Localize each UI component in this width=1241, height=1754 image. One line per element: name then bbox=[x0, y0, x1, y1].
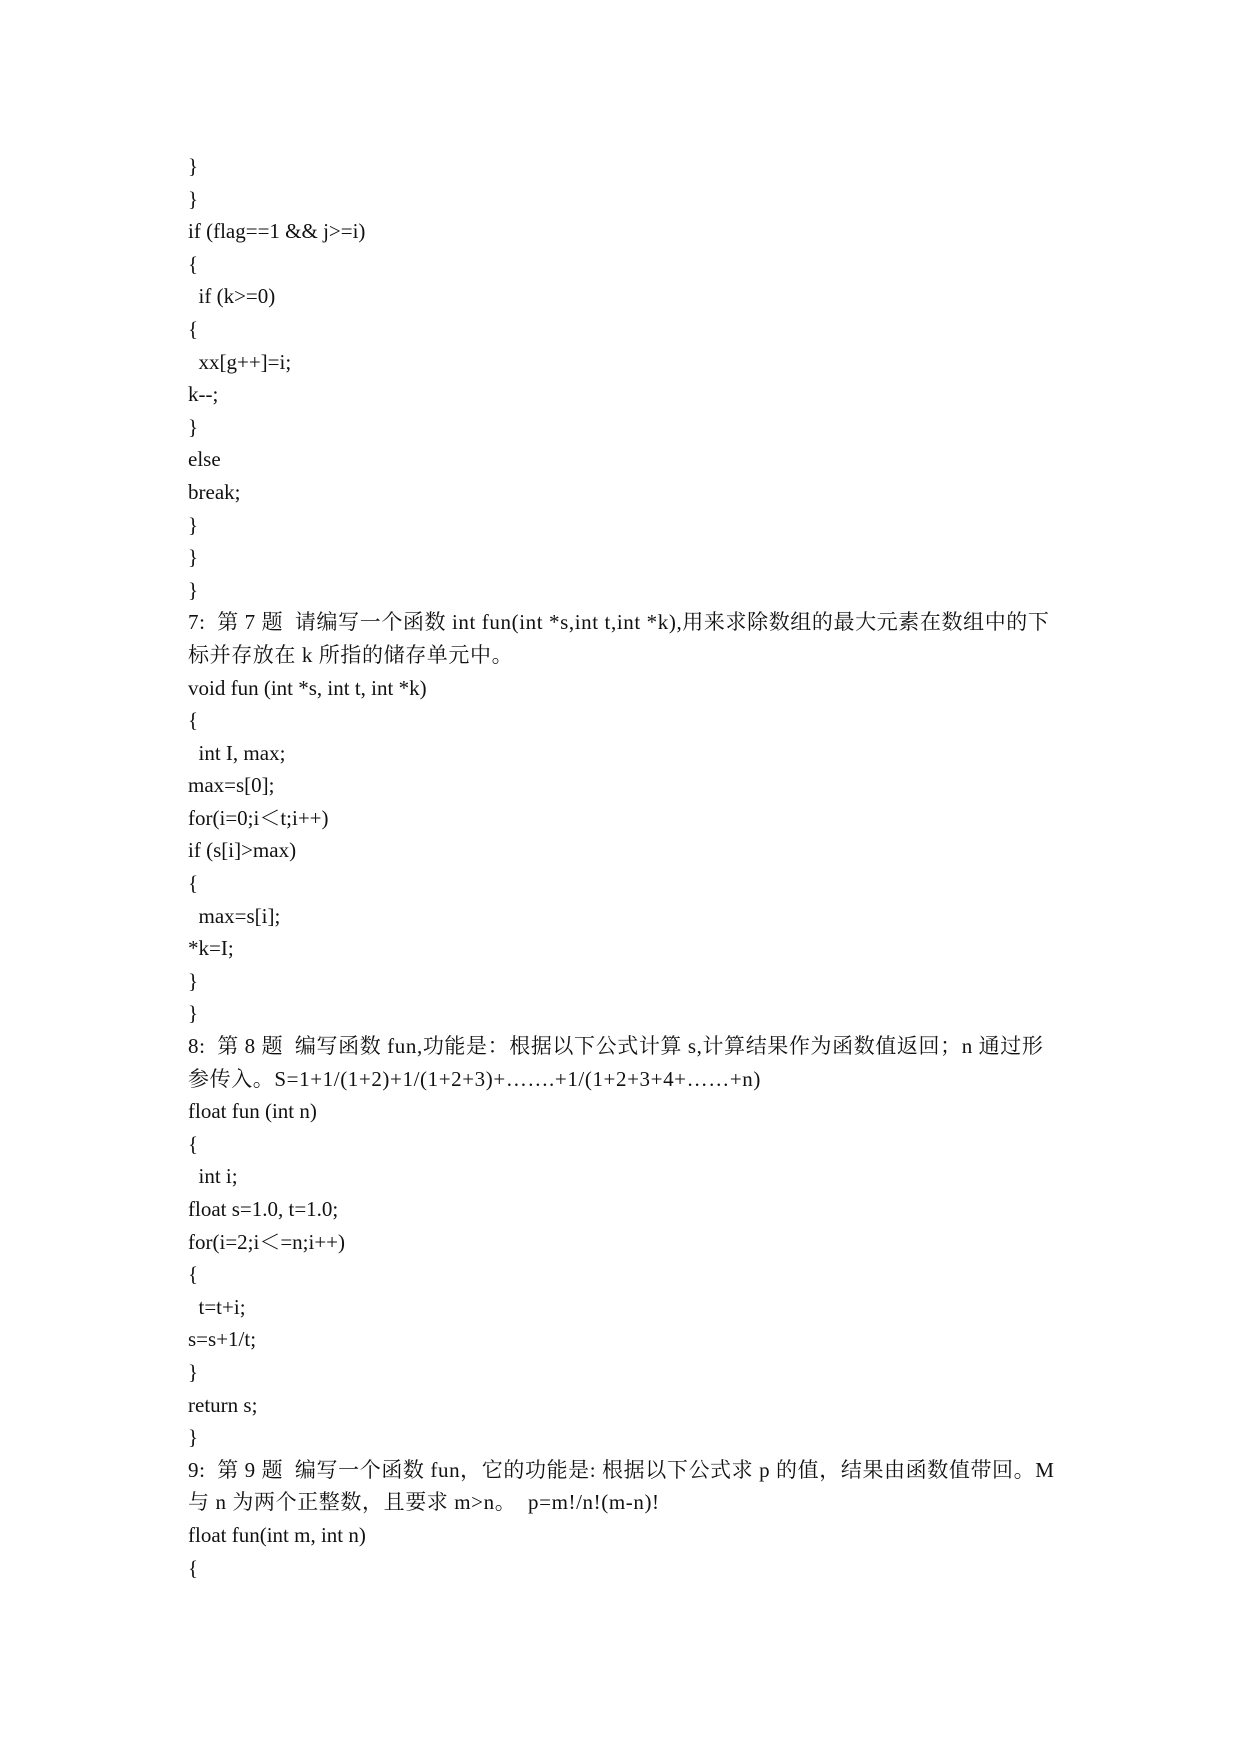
code-line: k--; bbox=[188, 382, 219, 407]
code-line: } bbox=[188, 1359, 199, 1384]
code-line: if (s[i]>max) bbox=[188, 838, 297, 863]
code-line: } bbox=[188, 545, 199, 570]
code-line: void fun (int *s, int t, int *k) bbox=[188, 675, 427, 700]
question-7-text-cont: 标并存放在 k 所指的储存单元中。 bbox=[188, 642, 514, 667]
code-line: s=s+1/t; bbox=[188, 1327, 257, 1352]
code-line: for(i=0;i＜t;i++) bbox=[188, 805, 329, 830]
code-line: { bbox=[188, 708, 199, 733]
code-line: break; bbox=[188, 479, 241, 504]
code-line: t=t+i; bbox=[188, 1294, 246, 1319]
code-line: else bbox=[188, 447, 221, 472]
code-line: } bbox=[188, 414, 199, 439]
code-line: { bbox=[188, 316, 199, 341]
code-line: { bbox=[188, 871, 199, 896]
code-line: } bbox=[188, 1001, 199, 1026]
code-line: xx[g++]=i; bbox=[188, 349, 292, 374]
code-line: float fun (int n) bbox=[188, 1099, 317, 1124]
code-line: return s; bbox=[188, 1392, 258, 1417]
question-7-text: 7: 第 7 题 请编写一个函数 int fun(int *s,int t,int *k),用来求除数组的最大元素在数组中的下 bbox=[188, 610, 1050, 635]
code-line: for(i=2;i＜=n;i++) bbox=[188, 1229, 346, 1254]
document-body bbox=[188, 150, 1068, 1584]
code-line: { bbox=[188, 1262, 199, 1287]
code-line: if (flag==1 && j>=i) bbox=[188, 219, 366, 244]
code-line: } bbox=[188, 577, 199, 602]
code-line: } bbox=[188, 154, 199, 178]
code-line: float fun(int m, int n) bbox=[188, 1522, 366, 1547]
code-line: } bbox=[188, 1425, 199, 1450]
question-8-text: 8: 第 8 题 编写函数 fun,功能是：根据以下公式计算 s,计算结果作为函数值返回；n 通过形 bbox=[188, 1034, 1044, 1059]
question-8-text-cont: 参传入。S=1+1/(1+2)+1/(1+2+3)+…….+1/(1+2+3+4+……+n) bbox=[188, 1066, 761, 1091]
code-line: *k=I; bbox=[188, 936, 234, 961]
code-line: int i; bbox=[188, 1164, 238, 1189]
code-line: { bbox=[188, 251, 199, 276]
code-line: { bbox=[188, 1131, 199, 1156]
code-line: { bbox=[188, 1555, 199, 1580]
code-line: } bbox=[188, 512, 199, 537]
code-line: } bbox=[188, 186, 199, 211]
code-line: max=s[0]; bbox=[188, 773, 275, 798]
code-line: max=s[i]; bbox=[188, 903, 281, 928]
code-line: int I, max; bbox=[188, 740, 286, 765]
code-line: } bbox=[188, 968, 199, 993]
question-9-text-cont: 与 n 为两个正整数，且要求 m>n。 p=m!/n!(m-n)! bbox=[188, 1490, 660, 1515]
code-line: float s=1.0, t=1.0; bbox=[188, 1197, 339, 1221]
code-line: if (k>=0) bbox=[188, 284, 276, 309]
question-9-text: 9: 第 9 题 编写一个函数 fun，它的功能是: 根据以下公式求 p 的值，结果由函数值带回。M bbox=[188, 1457, 1055, 1482]
